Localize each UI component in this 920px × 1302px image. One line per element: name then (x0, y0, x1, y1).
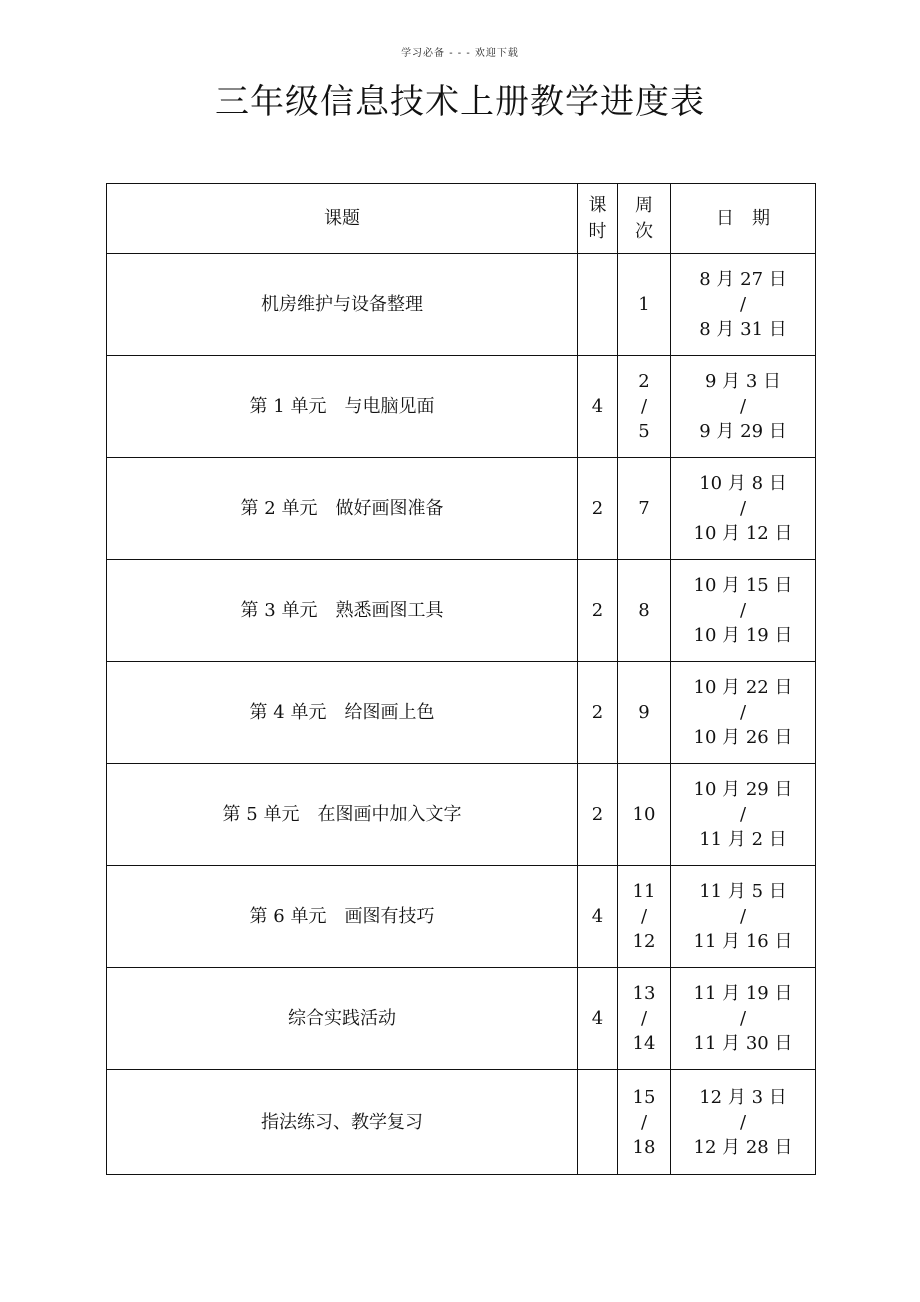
cell-topic: 第 6 单元 画图有技巧 (107, 866, 578, 968)
header-topic: 课题 (107, 184, 578, 254)
table-row (107, 356, 816, 458)
cell-hours: 2 (578, 458, 618, 560)
cell-topic: 第 3 单元 熟悉画图工具 (107, 560, 578, 662)
cell-topic: 第 4 单元 给图画上色 (107, 662, 578, 764)
cell-week: 9 (618, 662, 671, 764)
cell-topic: 第 5 单元 在图画中加入文字 (107, 764, 578, 866)
cell-hours: 4 (578, 968, 618, 1070)
header-hours: 课 时 (578, 184, 618, 254)
header-week: 周 次 (618, 184, 671, 254)
cell-date: 9 月 3 日 / 9 月 29 日 (671, 356, 816, 458)
schedule-table (106, 183, 816, 1175)
table-row (107, 254, 816, 356)
cell-date: 10 月 29 日 / 11 月 2 日 (671, 764, 816, 866)
cell-hours: 2 (578, 662, 618, 764)
cell-week: 8 (618, 560, 671, 662)
cell-date: 12 月 3 日 / 12 月 28 日 (671, 1070, 816, 1175)
cell-hours: 4 (578, 356, 618, 458)
cell-week: 1 (618, 254, 671, 356)
table-header-row (107, 184, 816, 254)
header-date: 日 期 (671, 184, 816, 254)
cell-hours (578, 254, 618, 356)
cell-hours: 4 (578, 866, 618, 968)
cell-topic: 第 2 单元 做好画图准备 (107, 458, 578, 560)
cell-date: 10 月 15 日 / 10 月 19 日 (671, 560, 816, 662)
cell-week: 7 (618, 458, 671, 560)
cell-hours: 2 (578, 764, 618, 866)
cell-date: 10 月 8 日 / 10 月 12 日 (671, 458, 816, 560)
cell-week: 2 / 5 (618, 356, 671, 458)
table-row (107, 764, 816, 866)
cell-date: 11 月 5 日 / 11 月 16 日 (671, 866, 816, 968)
cell-topic: 机房维护与设备整理 (107, 254, 578, 356)
cell-date: 10 月 22 日 / 10 月 26 日 (671, 662, 816, 764)
table-row (107, 866, 816, 968)
cell-topic: 第 1 单元 与电脑见面 (107, 356, 578, 458)
table-row (107, 662, 816, 764)
cell-date: 11 月 19 日 / 11 月 30 日 (671, 968, 816, 1070)
cell-hours (578, 1070, 618, 1175)
cell-week: 10 (618, 764, 671, 866)
page-header-note: 学习必备 - - - 欢迎下载 (401, 48, 519, 59)
cell-week: 13 / 14 (618, 968, 671, 1070)
table-row (107, 1070, 816, 1175)
table-row (107, 458, 816, 560)
cell-week: 15 / 18 (618, 1070, 671, 1175)
table-row (107, 968, 816, 1070)
table-row (107, 560, 816, 662)
cell-topic: 综合实践活动 (107, 968, 578, 1070)
cell-topic: 指法练习、教学复习 (107, 1070, 578, 1175)
document-title: 三年级信息技术上册教学进度表 (215, 82, 705, 122)
cell-hours: 2 (578, 560, 618, 662)
cell-date: 8 月 27 日 / 8 月 31 日 (671, 254, 816, 356)
cell-week: 11 / 12 (618, 866, 671, 968)
